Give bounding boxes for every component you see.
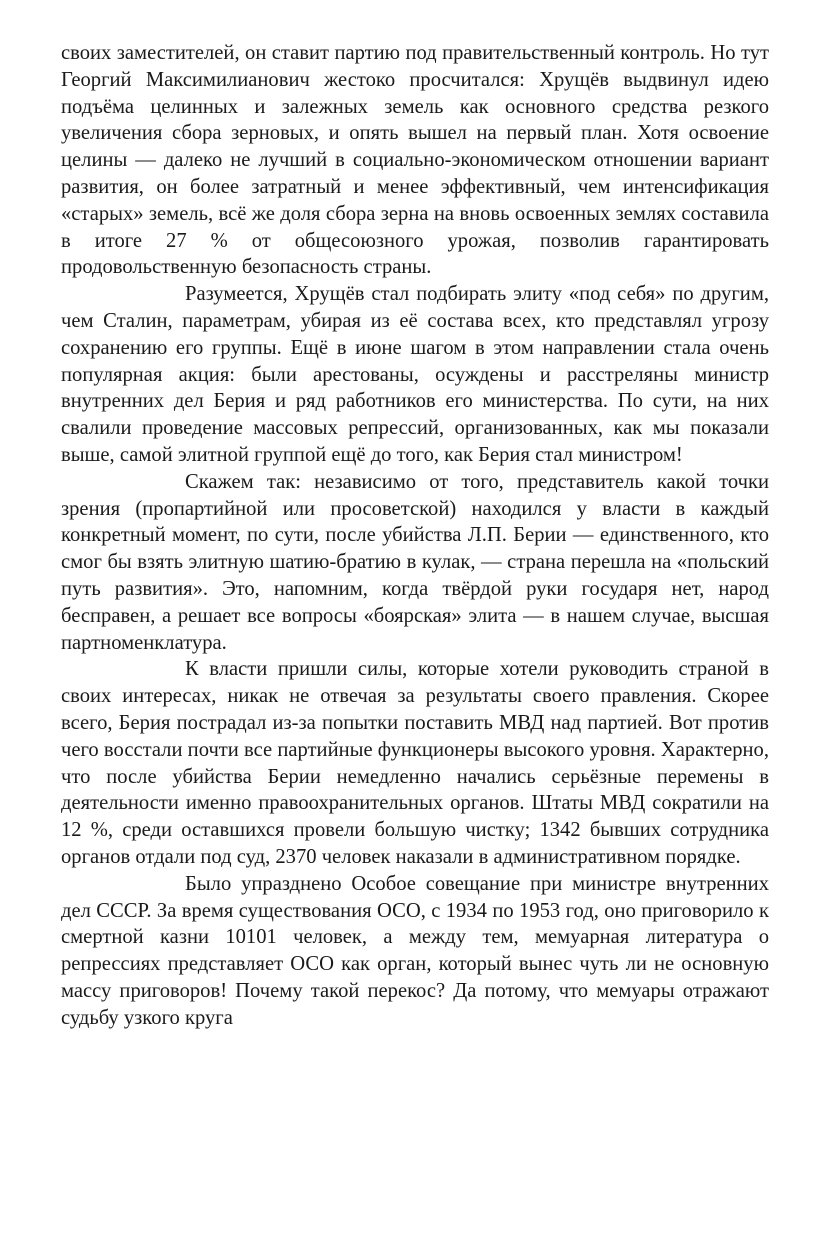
paragraph-5: Было упразднено Особое совещание при министре внутренних дел СССР. За время существования ОСО, с 1934 по 1953 год, оно приговорило к смертной казни 10101 человек, а между тем, мемуарная литература о репрессиях представляет ОСО как орган, который вынес чуть ли не основную массу приговоров! Почему такой перекос? Да потому, что мемуары отражают судьбу узкого круга [61, 872, 769, 1029]
paragraph-2: Разумеется, Хрущёв стал подбирать элиту «под себя» по другим, чем Сталин, параметрам, убирая из её состава всех, кто представлял угрозу сохранению его группы. Ещё в июне шагом в этом направлении стала очень популярная акция: были арестованы, осуждены и расстреляны министр внутренних дел Берия и ряд работников его министерства. По сути, на них свалили проведение массовых репрессий, организованных, как мы показали выше, самой элитной группой ещё до того, как Берия стал министром! [61, 283, 769, 466]
paragraph-3: Скажем так: независимо от того, представитель какой точки зрения (пропартийной или просоветской) находился у власти в каждый конкретный момент, по сути, после убийства Л.П. Берии — единственного, кто смог бы взять элитную шатию-братию в кулак, — страна перешла на «польский путь развития». Это, напомним, когда твёрдой руки государя нет, народ бесправен, а решает все вопросы «боярская» элита — в нашем случае, высшая партноменклатура. [61, 470, 769, 654]
document-page [61, 40, 769, 1031]
paragraph-4: К власти пришли силы, которые хотели руководить страной в своих интересах, никак не отвечая за результаты своего правления. Скорее всего, Берия пострадал из-за попытки поставить МВД над партией. Вот против чего восстали почти все партийные функционеры высокого уровня. Характерно, что после убийства Берии немедленно начались серьёзные перемены в деятельности именно правоохранительных органов. Штаты МВД сократили на 12 %, среди оставшихся провели большую чистку; 1342 бывших сотрудника органов отдали под суд, 2370 человек наказали в административном порядке. [61, 658, 769, 868]
paragraph-1: своих заместителей, он ставит партию под правительственный контроль. Но тут Георгий Максимилианович жестоко просчитался: Хрущёв выдвинул идею подъёма целинных и залежных земель как основного средства резкого увеличения сбора зерновых, и опять вышел на первый план. Хотя освоение целины — далеко не лучший в социально-экономическом отношении вариант развития, он более затратный и менее эффективный, чем интенсификация «старых» земель, всё же доля сбора зерна на вновь освоенных землях составила в итоге 27 % от общесоюзного урожая, позволив гарантировать продовольственную безопасность страны. [61, 42, 769, 279]
